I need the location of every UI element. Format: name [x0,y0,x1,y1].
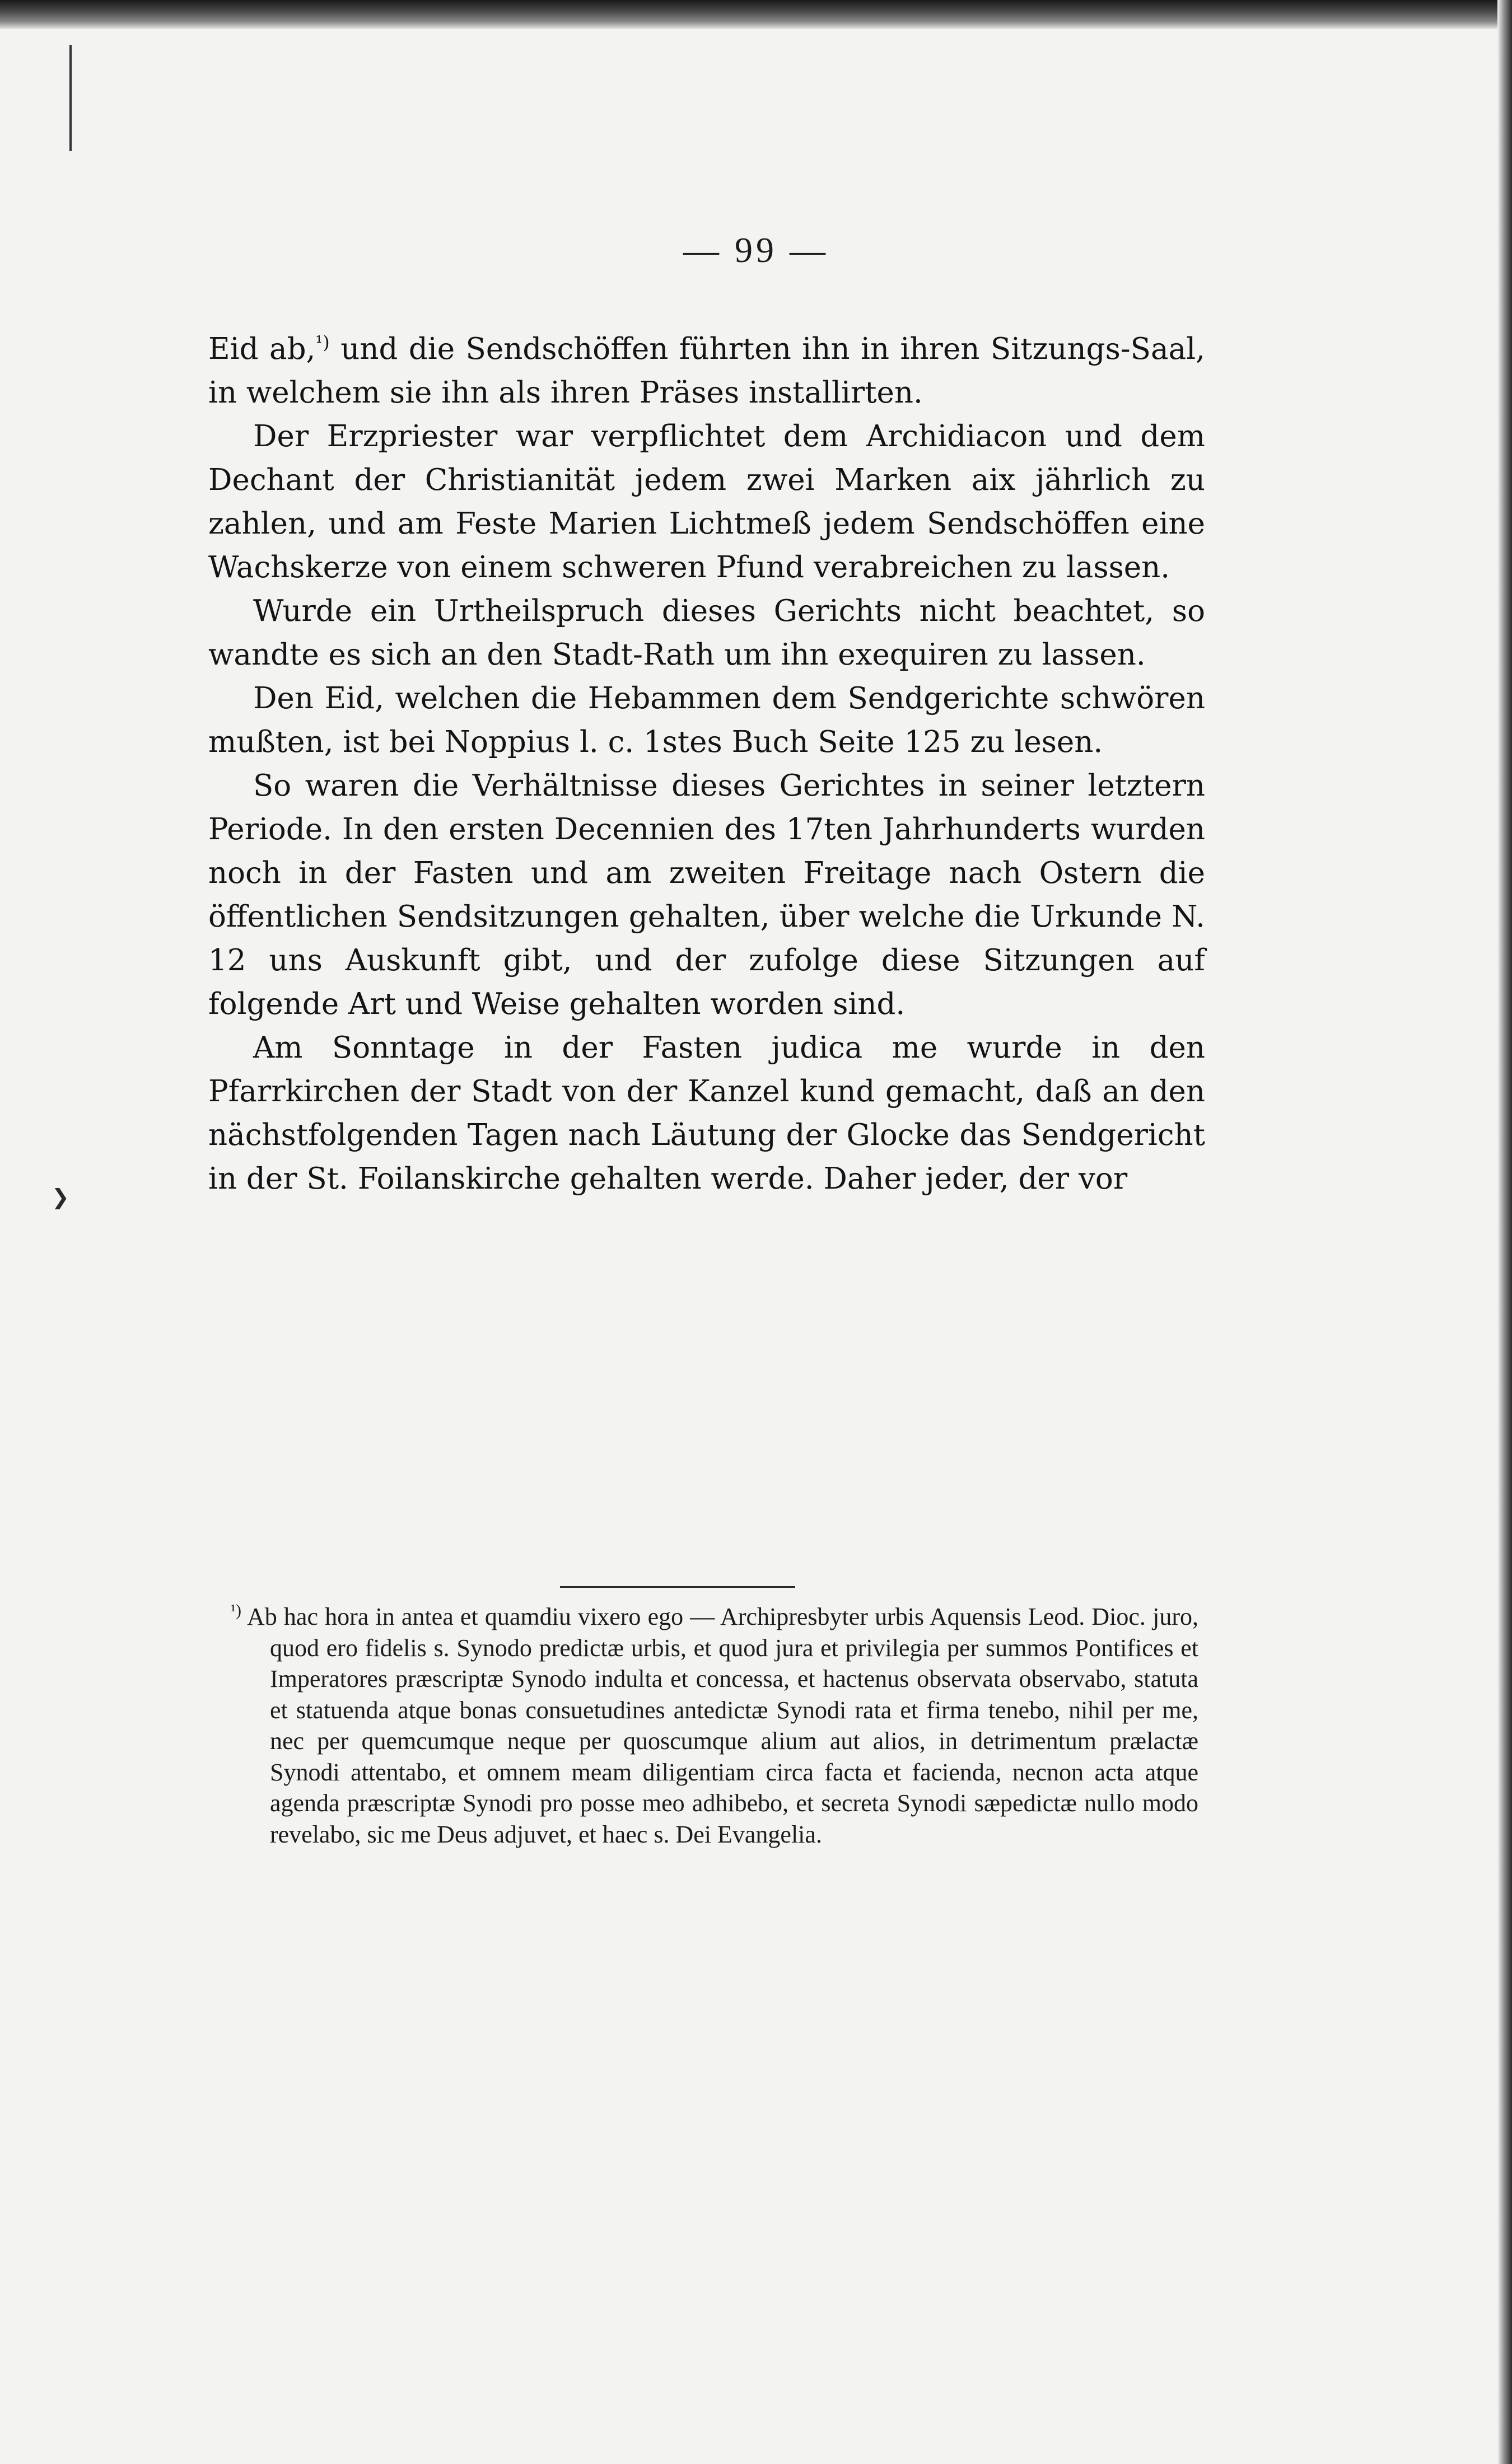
paragraph-1 [208,328,1205,415]
scan-left-rule [69,45,72,151]
page-number: — 99 — [683,230,829,270]
paragraph-3: Wurde ein Urtheilspruch dieses Gerichts nicht beachtet, so wandte es sich an den Stadt-Rath um ihn exequiren zu lassen. [208,594,1205,672]
paragraph-6: Am Sonntage in der Fasten judica me wurde in den Pfarrkirchen der Stadt von der Kanzel kund gemacht, daß an den nächstfolgenden Tagen nach Läutung der Glocke das Sendgericht in der St. Foilanskirche gehalten werde. Daher jeder, der vor [208,1031,1205,1196]
paragraph-5: So waren die Verhältnisse dieses Gerichtes in seiner letztern Periode. In den ersten Decennien des 17ten Jahrhunderts wurden noch in der Fasten und am zweiten Freitage nach Ostern die öffentlichen Sendsitzungen gehalten, über welche die Urkunde N. 12 uns Auskunft gibt, und der zufolge diese Sitzungen auf folgende Art und Weise gehalten worden sind. [208,769,1205,1021]
footnote-separator [560,1586,795,1588]
footnote-text: Ab hac hora in antea et quamdiu vixero ego — Archipresbyter urbis Aquensis Leod. Dioc. juro, quod ero fidelis s. Synodo predictæ urbis, et quod jura et privilegia per summos Pontifices et Imperatores præscriptæ Synodo indulta et concessa, et hactenus observata observabo, statuta et statuenda atque bonas consuetudines antedictæ Synodi rata et firma tenebo, nihil per me, nec per quemcumque neque per quoscumque alium aut alios, in detrimentum prælactæ Synodi attentabo, et omnem meam diligentiam circa facta et facienda, necnon acta atque agenda præscriptæ Synodi pro posse meo adhibebo, et secreta Synodi sæpedictæ nullo modo revelabo, sic me Deus adjuvet, et haec s. Dei Evangelia. [246,1603,1198,1848]
footnote-body [231,1601,1198,1850]
paragraph-1-rest: und die Sendschöffen führten ihn in ihren Sitzungs-Saal, in welchem sie ihn als ihren Präses installirten. [208,332,1205,410]
footnote-label: ¹) [231,1601,241,1620]
paragraph-1-start: Eid ab, [208,332,316,366]
paragraph-2: Der Erzpriester war verpflichtet dem Archidiacon und dem Dechant der Christianität jedem zwei Marken aix jährlich zu zahlen, und am Feste Marien Lichtmeß jedem Sendschöffen eine Wachskerze von einem schweren Pfund verabreichen zu lassen. [208,419,1205,585]
body-text [208,328,1205,1201]
footnote [231,1601,1198,1850]
scan-right-edge [1497,0,1512,2464]
footnote-reference: ¹) [315,331,330,353]
scan-top-edge [0,0,1512,29]
margin-mark: ❯ [52,1185,69,1209]
paragraph-4: Den Eid, welchen die Hebammen dem Sendgerichte schwören mußten, ist bei Noppius l. c. 1stes Buch Seite 125 zu lesen. [208,681,1205,759]
